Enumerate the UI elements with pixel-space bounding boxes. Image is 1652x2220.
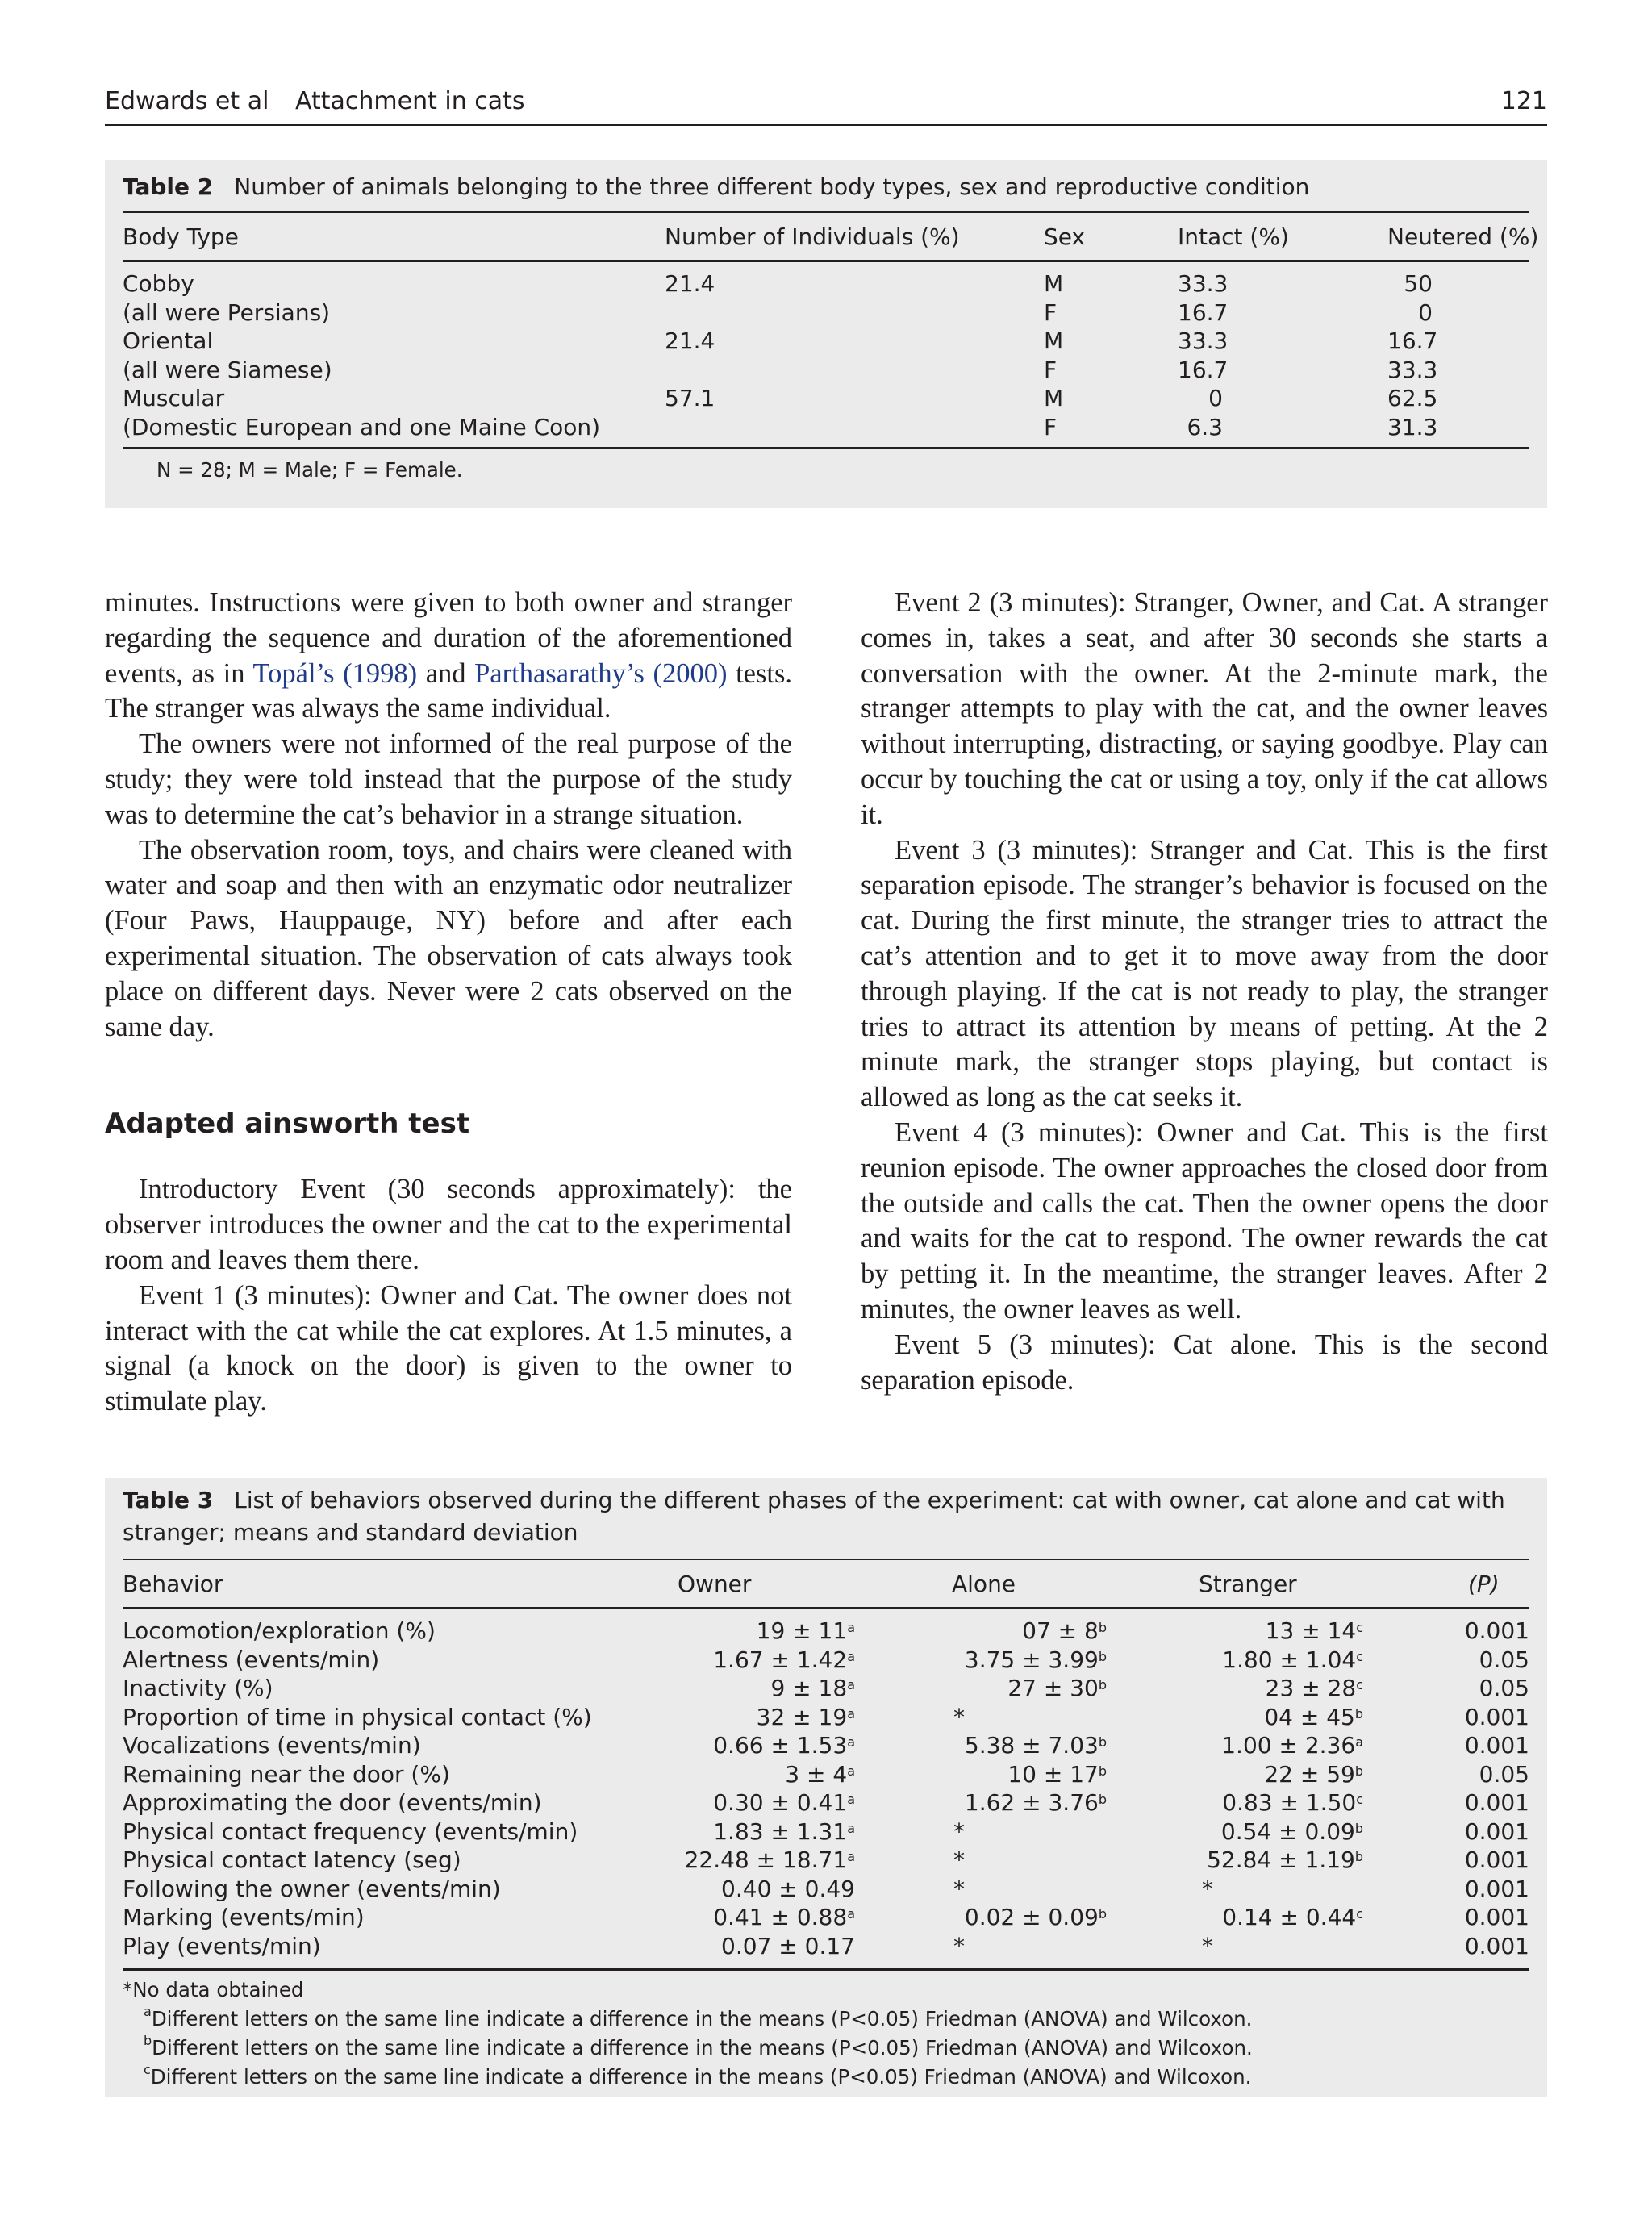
table-3-cell-owner [713, 1646, 855, 1675]
table-3-cell-alone [965, 1788, 1107, 1817]
table-3-value-stranger: 1.00 ± 2.36 [1221, 1732, 1356, 1759]
left-paragraph-2: The owners were not informed of the real purpose of the study; they were told instead that the purpose of the study was to determine the cat’s behavior in a strange situation. [105, 728, 792, 830]
table-3-cell-alone [953, 1817, 965, 1847]
table-3-top-rule [123, 1559, 1529, 1560]
table-3-caption-line-2: stranger; means and standard deviation [123, 1519, 578, 1546]
table-3-cell-alone [1022, 1617, 1107, 1646]
table-3-cell-stranger [1266, 1674, 1363, 1703]
table-2-cell-neutered: 62.5 [1387, 385, 1438, 411]
table-3-value-alone: 1.62 ± 3.76 [964, 1789, 1099, 1816]
table-2-cell-individuals: 21.4 [665, 270, 715, 297]
table-3-cell-alone [965, 1903, 1107, 1932]
table-3-cell-alone [965, 1731, 1107, 1760]
table-2-cell-sex: F [1044, 413, 1058, 440]
table-2-cell-intact: 16.7 [1178, 298, 1229, 326]
table-2-cell-body-type: Oriental [123, 328, 214, 354]
table-3-value-alone: * [953, 1703, 965, 1730]
table-3-cell-behavior: Proportion of time in physical contact (%) [123, 1703, 592, 1730]
table-3-cell-owner [721, 1875, 855, 1904]
table-3-cell-behavior: Physical contact frequency (events/min) [123, 1817, 578, 1845]
table-2-caption-text: Number of animals belonging to the three different body types, sex and reproductive condition [234, 173, 1310, 200]
left-paragraph-4: Introductory Event (30 seconds approximately): the observer introduces the owner and the cat to the experimental room and leaves them there. [105, 1174, 792, 1275]
table-3-cell-stranger [1221, 1817, 1363, 1847]
table-3-cell-behavior: Following the owner (events/min) [123, 1875, 501, 1902]
table-2-cell-sex: F [1044, 356, 1058, 383]
table-2-cell-neutered: 33.3 [1387, 356, 1438, 383]
table-3-significance-owner: a [847, 1677, 855, 1692]
table-3-value-alone: * [953, 1847, 965, 1873]
table-3-footnote-c [144, 2062, 1252, 2089]
table-3-cell-behavior: Alertness (events/min) [123, 1646, 380, 1673]
table-3-cell-alone [1007, 1760, 1107, 1789]
table-3-cell-owner [770, 1674, 855, 1703]
table-3-cell-owner [713, 1731, 855, 1760]
table-3-significance-owner: a [847, 1906, 855, 1922]
table-3-significance-stranger: b [1354, 1705, 1363, 1721]
table-3-value-alone: * [953, 1932, 965, 1959]
table-3-footnote-a [144, 2004, 1253, 2030]
table-3-value-owner: 3 ± 4 [785, 1760, 848, 1788]
table-3-label: Table 3 [123, 1487, 214, 1513]
table-3-cell-p: 0.05 [1479, 1760, 1529, 1788]
table-2-header-intact: Intact (%) [1178, 223, 1289, 250]
table-3-cell-p: 0.001 [1464, 1875, 1529, 1902]
table-3-significance-owner: a [847, 1763, 855, 1779]
table-3-cell-alone [953, 1875, 965, 1904]
table-2-cell-individuals: 57.1 [665, 385, 715, 411]
table-3-cell-stranger [1207, 1846, 1363, 1875]
table-2-cell-neutered: 50 [1404, 270, 1433, 297]
table-3-significance-stranger: c [1356, 1792, 1363, 1807]
running-head [105, 81, 1547, 126]
table-3-value-alone: 07 ± 8 [1022, 1617, 1099, 1644]
table-3-header-rule [123, 1607, 1529, 1609]
table-2-cell-neutered: 31.3 [1387, 413, 1438, 440]
table-3-cell-stranger [1264, 1760, 1363, 1789]
table-3-significance-stranger: b [1354, 1849, 1363, 1864]
left-column [105, 586, 792, 1420]
table-3-cell-behavior: Approximating the door (events/min) [123, 1789, 542, 1816]
table-3-value-stranger: 1.80 ± 1.04 [1222, 1646, 1357, 1673]
footnote-b-text: Different letters on the same line indicate a difference in the means (P<0.05) Friedman (ANOVA) and Wilcoxon. [152, 2036, 1253, 2059]
table-2-cell-sex: M [1044, 270, 1064, 297]
page-number: 121 [1500, 87, 1547, 115]
table-3-cell-p: 0.001 [1464, 1932, 1529, 1959]
table-3-significance-owner: a [847, 1792, 855, 1807]
footnote-c-marker: c [144, 2062, 151, 2077]
table-3-footnote-b [144, 2033, 1253, 2059]
table-3-cell-owner [713, 1788, 855, 1817]
table-3-cell-p: 0.001 [1464, 1732, 1529, 1759]
citation-parthasarathy-2000[interactable]: Parthasarathy’s (2000) [474, 657, 728, 689]
table-3-cell-owner [685, 1846, 855, 1875]
left-paragraph-5: Event 1 (3 minutes): Owner and Cat. The owner does not interact with the cat while the cat explores. At 1.5 minutes, a signal (a knock on the door) is given to the owner to stimulate play. [105, 1279, 792, 1417]
table-3-header-p: (P) [1468, 1571, 1500, 1597]
table-3-value-owner: 22.48 ± 18.71 [684, 1847, 848, 1873]
table-3-cell-stranger [1221, 1731, 1363, 1760]
table-3-value-stranger: 23 ± 28 [1265, 1675, 1357, 1701]
table-3-value-stranger: 0.54 ± 0.09 [1220, 1817, 1355, 1845]
table-2-cell-body-type: (all were Persians) [123, 298, 331, 326]
table-3-cell-alone [953, 1932, 965, 1961]
table-3-cell-stranger [1202, 1932, 1213, 1961]
table-2-cell-intact: 16.7 [1178, 356, 1229, 383]
footnote-c-text: Different letters on the same line indicate a difference in the means (P<0.05) Friedman (ANOVA) and Wilcoxon. [150, 2065, 1252, 2089]
table-3-value-stranger: 52.84 ± 1.19 [1207, 1847, 1355, 1873]
table-3-cell-stranger [1222, 1788, 1363, 1817]
table-3-significance-owner: a [847, 1849, 855, 1864]
table-3-significance-owner: a [847, 1620, 855, 1635]
table-2-cell-sex: M [1044, 328, 1064, 354]
right-paragraph-1: Event 2 (3 minutes): Stranger, Owner, and Cat. A stranger comes in, takes a seat, and after 30 seconds she starts a conversation with the owner. At the 2-minute mark, the stranger attempts to play with the cat, and the owner leaves without interrupting, distracting, or saying goodbye. Play can occur by touching the cat or using a toy, only if the cat allows it. [861, 587, 1548, 830]
table-2-cell-sex: M [1044, 385, 1064, 411]
table-3-significance-alone: b [1098, 1677, 1107, 1692]
table-3-cell-owner [713, 1903, 855, 1932]
table-3-significance-alone: b [1098, 1906, 1107, 1922]
table-3 [105, 1478, 1547, 2097]
table-3-cell-owner [757, 1703, 855, 1732]
table-3-cell-stranger [1202, 1875, 1213, 1904]
table-3-cell-p: 0.001 [1464, 1904, 1529, 1930]
table-3-significance-alone: b [1098, 1763, 1107, 1779]
table-2-cell-neutered: 0 [1418, 298, 1433, 326]
table-2-footnote: N = 28; M = Male; F = Female. [156, 458, 463, 482]
citation-topal-1998[interactable]: Topál’s (1998) [252, 657, 418, 689]
table-2-cell-body-type: Muscular [123, 385, 225, 411]
table-3-value-alone: 27 ± 30 [1007, 1675, 1099, 1701]
table-3-bottom-rule [123, 1968, 1529, 1971]
table-3-value-alone: * [953, 1875, 965, 1902]
left-paragraph-1 [105, 586, 792, 727]
table-2-cell-sex: F [1044, 298, 1058, 326]
table-3-significance-stranger: a [1355, 1734, 1363, 1750]
table-3-significance-stranger: b [1354, 1820, 1363, 1836]
table-2-header-individuals: Number of Individuals (%) [665, 223, 960, 250]
table-3-value-stranger: 13 ± 14 [1265, 1617, 1357, 1644]
table-3-value-stranger: 22 ± 59 [1264, 1760, 1355, 1788]
table-3-value-stranger: 04 ± 45 [1264, 1703, 1355, 1730]
table-3-value-owner: 1.83 ± 1.31 [713, 1817, 848, 1845]
table-3-cell-behavior: Physical contact latency (seg) [123, 1847, 461, 1873]
table-3-significance-stranger: c [1356, 1648, 1363, 1664]
table-3-cell-alone [953, 1846, 965, 1875]
table-3-cell-p: 0.05 [1479, 1646, 1529, 1673]
left-paragraph-1-end: tests. The stranger was always the same individual. [105, 657, 793, 724]
table-3-footnote-no-data: *No data obtained [123, 1978, 304, 2001]
table-3-cell-p: 0.001 [1464, 1617, 1529, 1644]
table-2-cell-intact: 6.3 [1187, 413, 1223, 440]
table-3-value-owner: 0.40 ± 0.49 [721, 1875, 855, 1902]
table-3-cell-owner [757, 1617, 855, 1646]
table-3-cell-alone [953, 1703, 965, 1732]
table-3-caption [123, 1484, 1505, 1517]
table-3-cell-alone [965, 1646, 1107, 1675]
table-3-cell-behavior: Locomotion/exploration (%) [123, 1617, 436, 1644]
table-3-cell-behavior: Vocalizations (events/min) [123, 1732, 421, 1759]
table-3-cell-stranger [1222, 1646, 1363, 1675]
table-3-significance-alone: b [1098, 1734, 1107, 1750]
section-heading: Adapted ainsworth test [105, 1108, 470, 1141]
left-paragraph-1-and: and [425, 657, 466, 689]
table-3-value-alone: * [953, 1817, 965, 1845]
left-paragraph-1-start: minutes. Instructions were given to both owner and stranger regarding the sequence and duration of the aforementioned events, as in [105, 587, 792, 689]
table-3-value-stranger: 0.14 ± 0.44 [1222, 1904, 1357, 1930]
table-3-cell-p: 0.001 [1464, 1847, 1529, 1873]
table-3-value-alone: 3.75 ± 3.99 [964, 1646, 1099, 1673]
table-3-cell-p: 0.001 [1464, 1703, 1529, 1730]
table-3-significance-owner: a [847, 1705, 855, 1721]
table-3-significance-stranger: c [1356, 1677, 1363, 1692]
table-3-significance-alone: b [1098, 1648, 1107, 1664]
table-3-significance-stranger: c [1356, 1620, 1363, 1635]
footnote-a-marker: a [144, 2004, 152, 2019]
footnote-a-text: Different letters on the same line indicate a difference in the means (P<0.05) Friedman (ANOVA) and Wilcoxon. [151, 2007, 1253, 2030]
table-3-significance-stranger: c [1356, 1906, 1363, 1922]
table-2-cell-body-type: Cobby [123, 270, 194, 297]
right-column [861, 586, 1548, 1398]
table-3-value-alone: 10 ± 17 [1007, 1760, 1099, 1788]
table-3-cell-stranger [1222, 1903, 1363, 1932]
table-3-significance-owner: a [847, 1820, 855, 1836]
table-2-top-rule [123, 211, 1529, 213]
table-3-significance-alone: b [1098, 1620, 1107, 1635]
table-3-header-alone: Alone [952, 1571, 1016, 1597]
footnote-b-marker: b [144, 2033, 152, 2048]
table-3-value-owner: 0.41 ± 0.88 [713, 1904, 848, 1930]
table-3-value-owner: 1.67 ± 1.42 [713, 1646, 848, 1673]
left-paragraph-3: The observation room, toys, and chairs were cleaned with water and soap and then with an enzymatic odor neutralizer (Four Paws, Hauppauge, NY) before and after each experimental situation. The observation of cats always took place on different days. Never were 2 cats observed on the same day. [105, 834, 792, 1042]
right-paragraph-3: Event 4 (3 minutes): Owner and Cat. This is the first reunion episode. The owner approaches the closed door from the outside and calls the cat. Then the owner opens the door and waits for the cat to respond. The owner rewards the cat by petting it. In the meantime, the stranger leaves. After 2 minutes, the owner leaves as well. [861, 1116, 1548, 1325]
running-head-authors: Edwards et al [105, 87, 269, 115]
table-2-cell-intact: 33.3 [1178, 270, 1229, 297]
right-paragraph-2: Event 3 (3 minutes): Stranger and Cat. This is the first separation episode. The stranger’s behavior is focused on the cat. During the first minute, the stranger tries to attract the cat’s attention and to get it to move away from the door through playing. If the cat is not ready to play, the stranger tries to attract its attention by means of petting. At the 2 minute mark, the stranger stops playing, but contact is allowed as long as the cat seeks it. [861, 834, 1548, 1113]
table-2-header-rule [123, 260, 1529, 262]
table-3-value-stranger: 0.83 ± 1.50 [1222, 1789, 1357, 1816]
table-3-significance-stranger: b [1354, 1763, 1363, 1779]
table-3-cell-owner [721, 1932, 855, 1961]
table-3-significance-owner: a [847, 1648, 855, 1664]
table-3-header-owner: Owner [678, 1571, 752, 1597]
table-2-cell-body-type: (all were Siamese) [123, 356, 332, 383]
table-3-value-alone: 0.02 ± 0.09 [964, 1904, 1099, 1930]
table-3-cell-behavior: Remaining near the door (%) [123, 1760, 450, 1788]
table-3-cell-behavior: Inactivity (%) [123, 1675, 273, 1701]
table-3-value-stranger: * [1202, 1875, 1213, 1902]
table-3-cell-owner [785, 1760, 855, 1789]
table-2-header-neutered: Neutered (%) [1387, 223, 1539, 250]
table-3-significance-owner: a [847, 1734, 855, 1750]
table-2-cell-body-type: (Domestic European and one Maine Coon) [123, 413, 601, 440]
table-2-bottom-rule [123, 447, 1529, 449]
table-2-cell-individuals: 21.4 [665, 328, 715, 354]
table-2-cell-intact: 0 [1208, 385, 1223, 411]
table-3-value-owner: 0.07 ± 0.17 [721, 1932, 855, 1959]
table-3-cell-p: 0.05 [1479, 1675, 1529, 1701]
table-3-value-owner: 0.66 ± 1.53 [713, 1732, 848, 1759]
table-3-cell-stranger [1266, 1617, 1363, 1646]
table-3-cell-stranger [1264, 1703, 1363, 1732]
table-2-header-sex: Sex [1044, 223, 1086, 250]
table-2-header-body-type: Body Type [123, 223, 239, 250]
table-2-cell-neutered: 16.7 [1387, 328, 1438, 354]
table-3-cell-behavior: Play (events/min) [123, 1932, 321, 1959]
table-3-cell-alone [1007, 1674, 1107, 1703]
table-3-value-owner: 19 ± 11 [756, 1617, 848, 1644]
table-3-value-stranger: * [1202, 1932, 1213, 1959]
table-3-cell-p: 0.001 [1464, 1789, 1529, 1816]
table-3-cell-behavior: Marking (events/min) [123, 1904, 365, 1930]
table-3-value-owner: 9 ± 18 [770, 1675, 848, 1701]
table-3-value-owner: 32 ± 19 [756, 1703, 848, 1730]
table-3-header-stranger: Stranger [1199, 1571, 1297, 1597]
table-3-value-alone: 5.38 ± 7.03 [964, 1732, 1099, 1759]
table-2-label: Table 2 [123, 173, 214, 200]
table-3-cell-owner [713, 1817, 855, 1847]
table-2-cell-intact: 33.3 [1178, 328, 1229, 354]
table-2-caption [123, 171, 1309, 203]
table-3-value-owner: 0.30 ± 0.41 [713, 1789, 848, 1816]
table-3-cell-p: 0.001 [1464, 1817, 1529, 1845]
table-3-caption-line-1: List of behaviors observed during the different phases of the experiment: cat with owner, cat alone and cat with [234, 1487, 1505, 1513]
running-head-title: Attachment in cats [295, 87, 525, 115]
right-paragraph-4: Event 5 (3 minutes): Cat alone. This is the second separation episode. [861, 1329, 1548, 1396]
table-3-significance-alone: b [1098, 1792, 1107, 1807]
table-2 [105, 160, 1547, 508]
table-3-header-behavior: Behavior [123, 1571, 223, 1597]
